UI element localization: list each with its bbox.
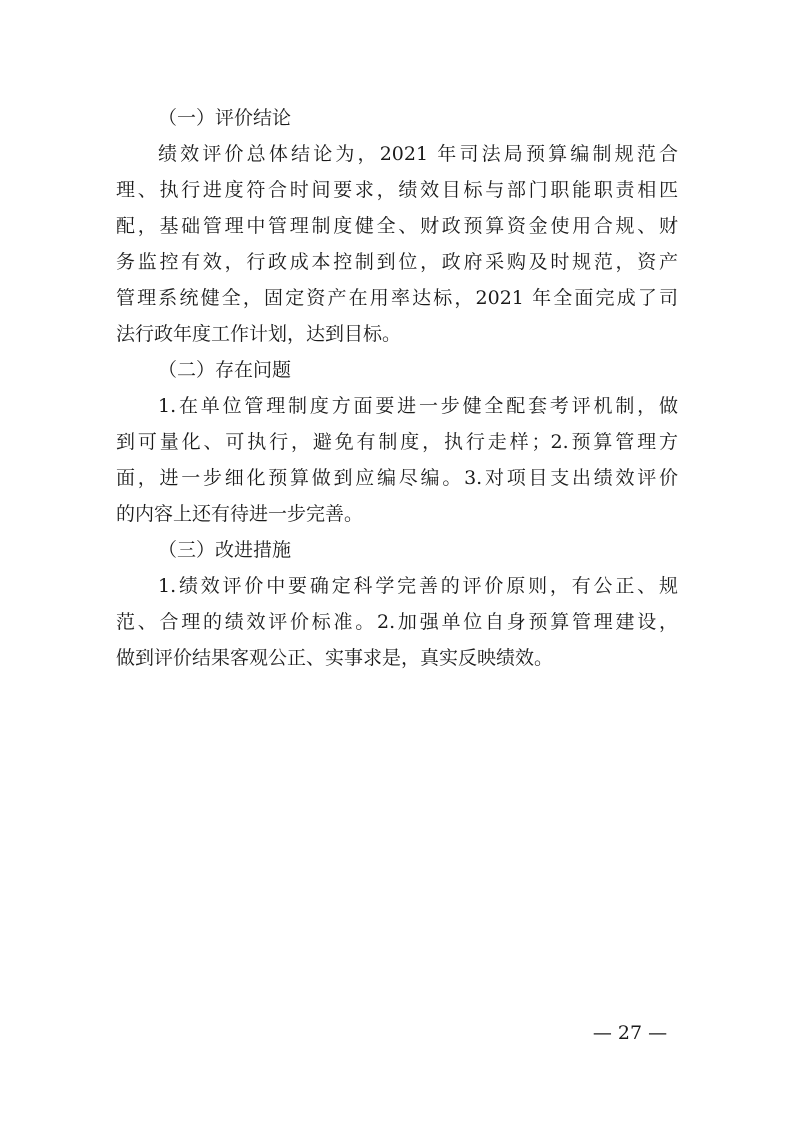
paragraph-line: 配，基础管理中管理制度健全、财政预算资金使用合规、财 [116,215,678,237]
paragraph [116,136,678,352]
document-body [116,100,678,676]
paragraph-line: 面，进一步细化预算做到应编尽编。3.对项目支出绩效评价 [116,467,678,489]
paragraph-line: 法行政年度工作计划，达到目标。 [116,323,402,345]
section-heading: （三）改进措施 [158,539,292,561]
section-heading: （二）存在问题 [158,359,292,381]
section-evaluation-conclusion [116,100,678,352]
page-number: — 27 — [592,1022,668,1044]
paragraph-line: 1.在单位管理制度方面要进一步健全配套考评机制，做 [158,395,678,417]
paragraph [116,568,678,676]
paragraph [116,388,678,532]
section-existing-problems [116,352,678,532]
paragraph-line: 管理系统健全，固定资产在用率达标，2021 年全面完成了司 [116,287,678,309]
paragraph-line: 1.绩效评价中要确定科学完善的评价原则，有公正、规 [158,575,678,597]
paragraph-line: 务监控有效，行政成本控制到位，政府采购及时规范，资产 [116,251,678,273]
paragraph-line: 绩效评价总体结论为，2021 年司法局预算编制规范合 [158,143,678,165]
paragraph-line: 到可量化、可执行，避免有制度，执行走样；2.预算管理方 [116,431,678,453]
paragraph-line: 做到评价结果客观公正、实事求是，真实反映绩效。 [116,647,554,669]
paragraph-line: 的内容上还有待进一步完善。 [116,503,364,525]
paragraph-line: 理、执行进度符合时间要求，绩效目标与部门职能职责相匹 [116,179,678,201]
paragraph-line: 范、合理的绩效评价标准。2.加强单位自身预算管理建设， [116,611,678,633]
section-improvement-measures [116,532,678,676]
section-heading: （一）评价结论 [158,107,292,129]
